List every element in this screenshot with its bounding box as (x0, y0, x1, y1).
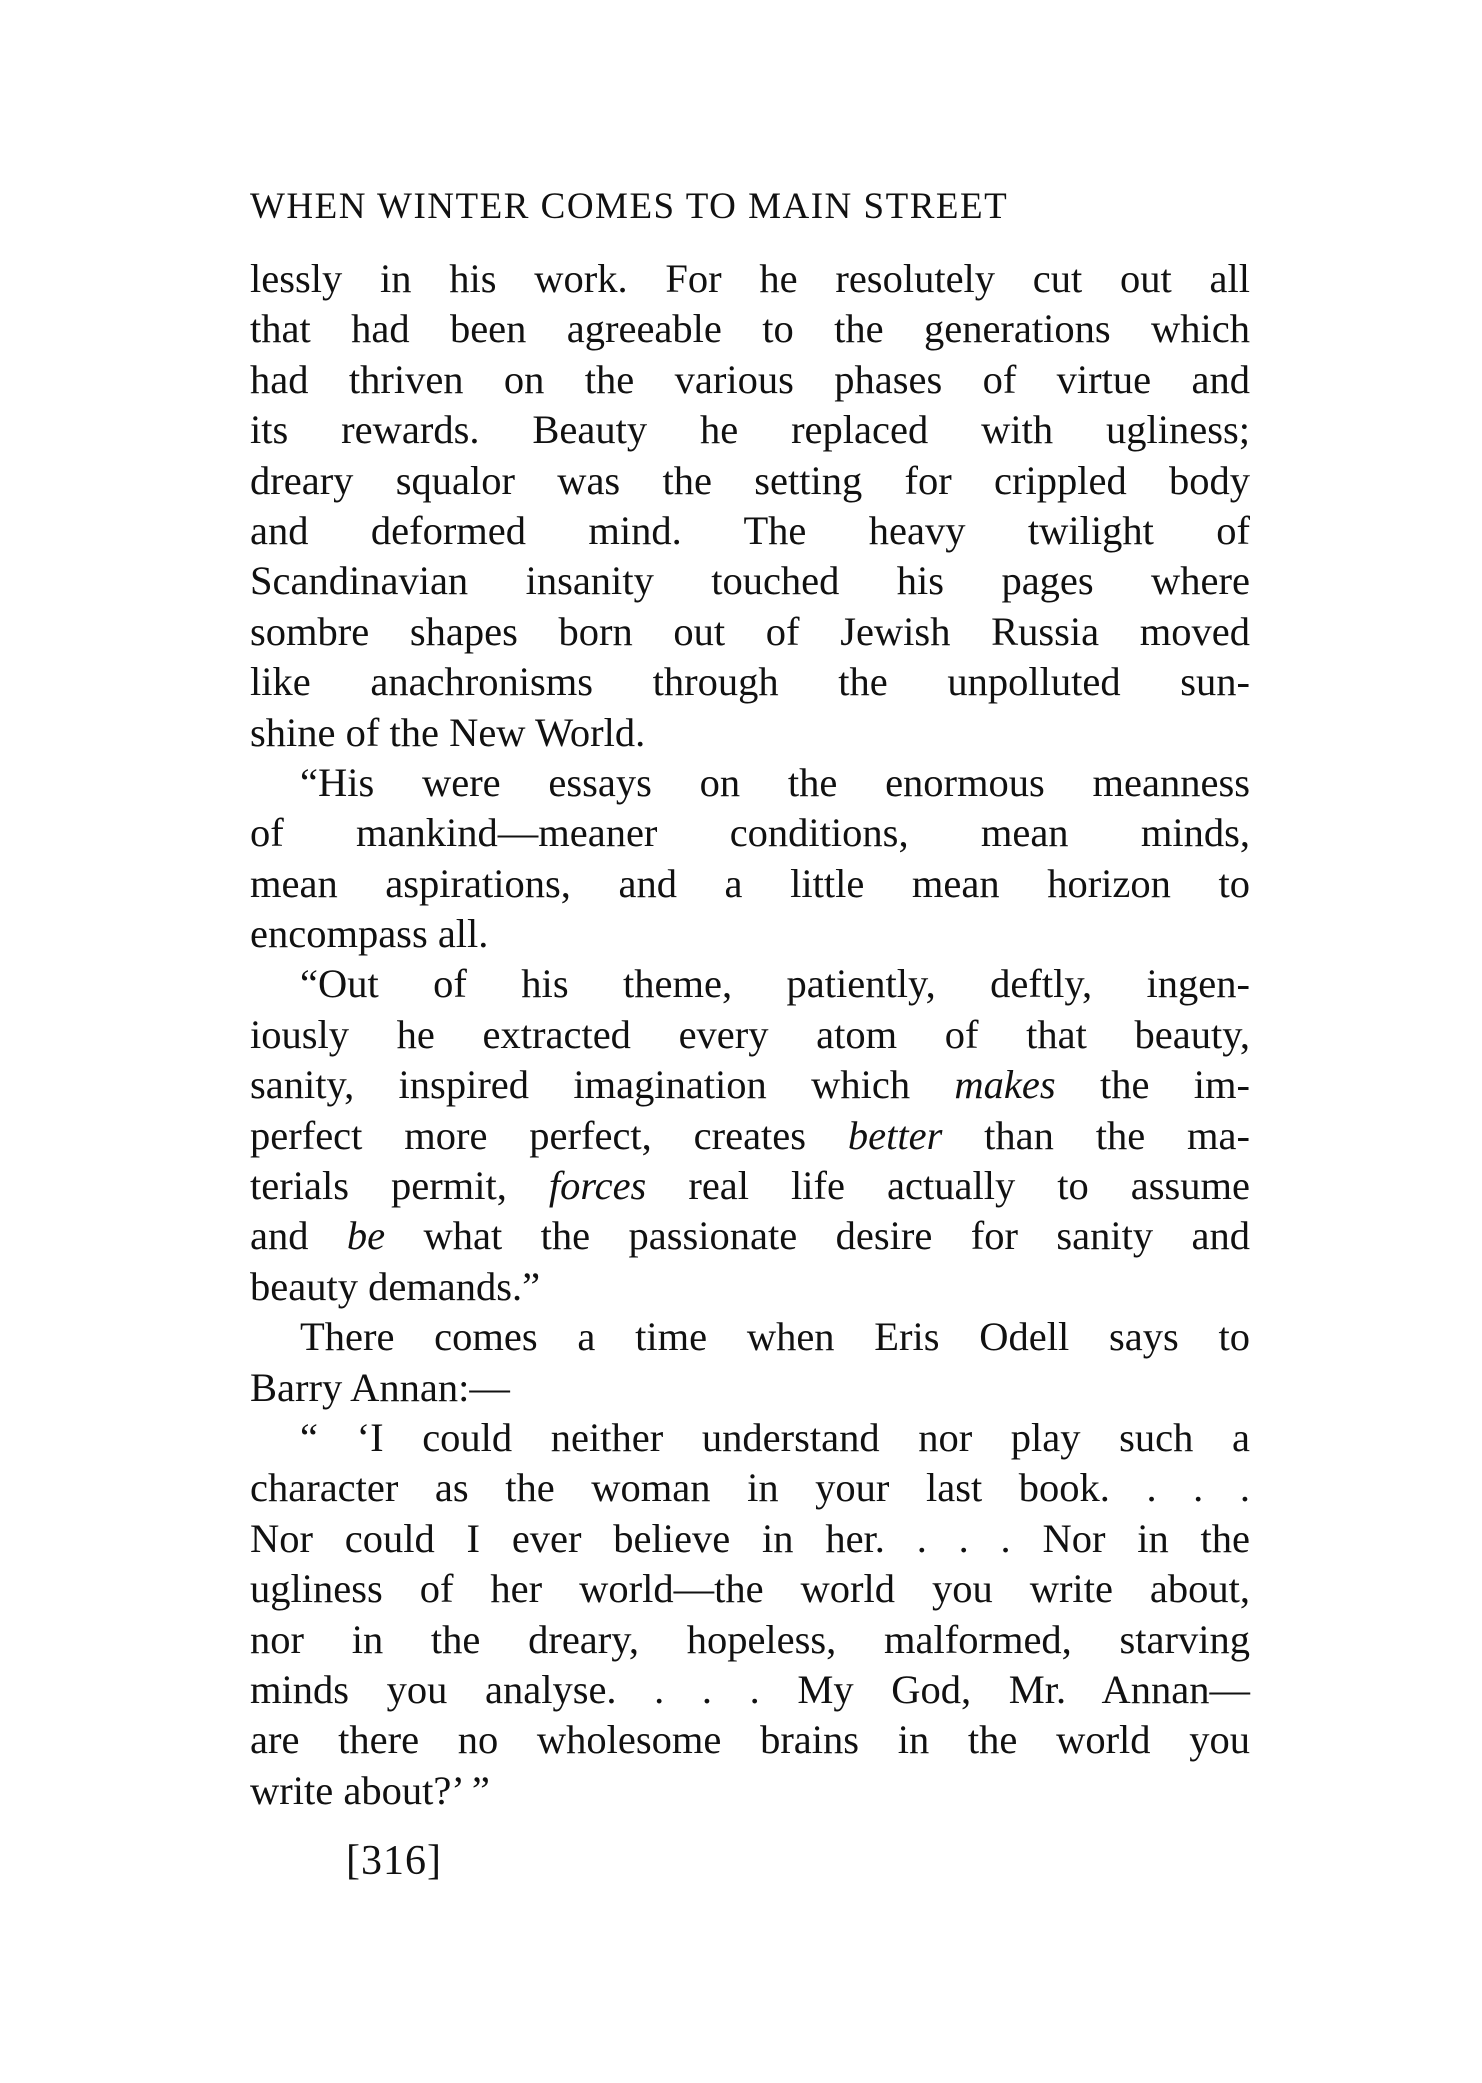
text-line: iously he extracted every atom of that beauty, (250, 1011, 1250, 1057)
text-line: are there no wholesome brains in the world you (250, 1717, 1250, 1763)
text-line: of mankind—meaner conditions, mean minds, (250, 810, 1250, 856)
text-line: perfect more perfect, creates better than the ma- (250, 1112, 1250, 1158)
text-line: character as the woman in your last book. . . . (250, 1465, 1250, 1511)
paragraph (250, 758, 1250, 960)
text-line: like anachronisms through the unpolluted sun- (250, 659, 1250, 705)
text-line: minds you analyse. . . . My God, Mr. Annan— (250, 1666, 1250, 1712)
text-line: There comes a time when Eris Odell says to (300, 1314, 1250, 1360)
text-line: had thriven on the various phases of virtue and (250, 356, 1250, 402)
paragraph (250, 1413, 1250, 1816)
text-line: mean aspirations, and a little mean horizon to (250, 860, 1250, 906)
text-line: nor in the dreary, hopeless, malformed, starving (250, 1616, 1250, 1662)
italic-emphasis: better (847, 1112, 943, 1158)
book-page (250, 180, 1250, 1885)
text-line: encompass all. (250, 911, 489, 957)
text-line: “ ‘I could neither understand nor play such a (300, 1414, 1250, 1460)
text-line: and deformed mind. The heavy twilight of (250, 507, 1250, 553)
text-line: its rewards. Beauty he replaced with ugliness; (250, 407, 1250, 453)
text-line: write about?’ ” (250, 1767, 490, 1813)
paragraph (250, 254, 1250, 758)
italic-emphasis: forces (548, 1163, 647, 1209)
text-line: dreary squalor was the setting for crippled body (250, 457, 1250, 503)
text-line: “His were essays on the enormous meanness (300, 759, 1250, 805)
paragraph (250, 1312, 1250, 1413)
text-line: that had been agreeable to the generations which (250, 306, 1250, 352)
body-text (250, 254, 1250, 1816)
text-line: sanity, inspired imagination which makes the im- (250, 1062, 1250, 1108)
italic-emphasis: be (346, 1213, 386, 1259)
text-line: Barry Annan:— (250, 1364, 510, 1410)
text-line: and be what the passionate desire for sanity and (250, 1213, 1250, 1259)
page-number: [316] (346, 1838, 442, 1885)
text-line: beauty demands.” (250, 1263, 541, 1309)
text-line: “Out of his theme, patiently, deftly, ingen- (300, 961, 1250, 1007)
text-line: ugliness of her world—the world you write about, (250, 1566, 1250, 1612)
italic-emphasis: makes (954, 1062, 1056, 1108)
text-line: Nor could I ever believe in her. . . . Nor in the (250, 1515, 1250, 1561)
paragraph (250, 959, 1250, 1312)
text-line: Scandinavian insanity touched his pages where (250, 558, 1250, 604)
text-line: shine of the New World. (250, 709, 646, 755)
running-head: WHEN WINTER COMES TO MAIN STREET (250, 186, 1009, 227)
text-line: terials permit, forces real life actually to assume (250, 1163, 1250, 1209)
text-line: sombre shapes born out of Jewish Russia moved (250, 608, 1250, 654)
text-line: lessly in his work. For he resolutely cut out all (250, 256, 1250, 301)
